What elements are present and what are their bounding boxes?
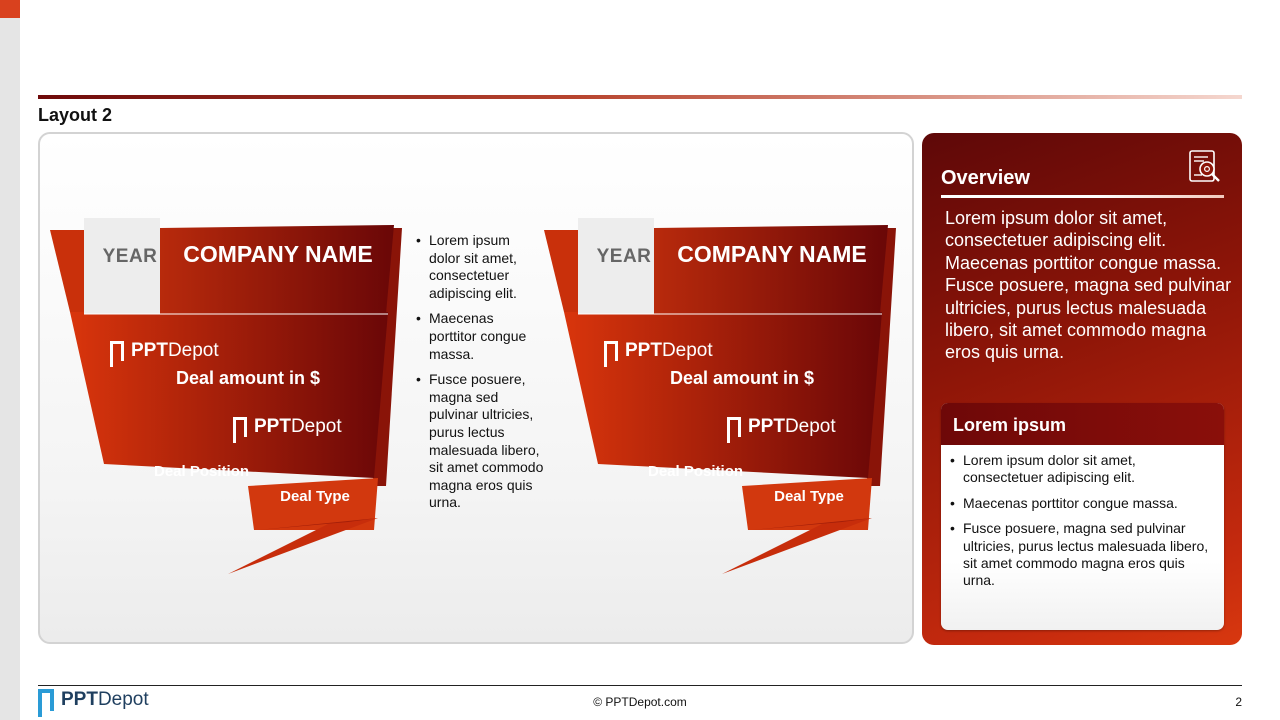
- brand-logo-bottom: PPT Depot: [727, 416, 836, 438]
- footer-logo: PPT Depot: [38, 689, 149, 711]
- deal-type: Deal Type: [280, 488, 350, 505]
- company-name: COMPANY NAME: [183, 241, 373, 267]
- copyright: © PPTDepot.com: [593, 695, 687, 709]
- logo-icon: [38, 689, 54, 711]
- overview-title: Overview: [941, 167, 1030, 189]
- ribbon-graphic: [48, 216, 408, 576]
- year-label: YEAR: [596, 246, 652, 267]
- list-item: • Maecenas porttitor congue massa.: [414, 310, 544, 363]
- middle-bullet-list: [414, 232, 544, 520]
- overview-divider: [941, 195, 1224, 198]
- overview-text: Lorem ipsum dolor sit amet, consectetuer adipiscing elit. Maecenas porttitor congue massa. Fusce posuere, magna sed pulvinar ultricies, purus lectus malesuada libero, sit amet commodo magna eros quis urna.: [945, 208, 1232, 363]
- list-item: • Lorem ipsum dolor sit amet, consectetuer adipiscing elit.: [948, 452, 1214, 487]
- deal-card-1: [48, 216, 408, 576]
- list-item: • Lorem ipsum dolor sit amet, consectetuer adipiscing elit.: [414, 232, 544, 302]
- brand-logo-top: PPT Depot: [604, 340, 713, 362]
- company-name: COMPANY NAME: [677, 241, 867, 267]
- left-strip: [0, 0, 20, 720]
- footer-divider: [38, 685, 1242, 686]
- list-item: • Fusce posuere, magna sed pulvinar ultricies, purus lectus malesuada libero, sit amet commodo magna eros quis urna.: [414, 371, 544, 512]
- logo-icon: [604, 341, 618, 361]
- deal-amount: Deal amount in $: [669, 368, 815, 388]
- year-label: YEAR: [102, 246, 158, 267]
- title-divider: [38, 95, 1242, 99]
- ribbon-graphic: [542, 216, 902, 576]
- brand-logo-top: PPT Depot: [110, 340, 219, 362]
- page-title: Layout 2: [38, 105, 113, 125]
- page-number: 2: [1235, 695, 1242, 709]
- box-title: Lorem ipsum: [941, 403, 1224, 445]
- list-item: • Fusce posuere, magna sed pulvinar ultricies, purus lectus malesuada libero, sit amet commodo magna eros quis urna.: [948, 520, 1214, 590]
- deal-card-2: [542, 216, 902, 576]
- lorem-ipsum-box: [941, 403, 1224, 630]
- corner-accent: [0, 0, 20, 18]
- deal-type: Deal Type: [774, 488, 844, 505]
- overview-panel: [922, 133, 1242, 645]
- deal-amount: Deal amount in $: [175, 368, 321, 388]
- brand-logo-bottom: PPT Depot: [233, 416, 342, 438]
- list-item: • Maecenas porttitor congue massa.: [948, 495, 1214, 512]
- deal-position: Deal Position: [154, 463, 250, 480]
- logo-icon: [233, 417, 247, 437]
- logo-icon: [110, 341, 124, 361]
- document-search-icon: [1186, 149, 1224, 187]
- logo-icon: [727, 417, 741, 437]
- deal-position: Deal Position: [648, 463, 744, 480]
